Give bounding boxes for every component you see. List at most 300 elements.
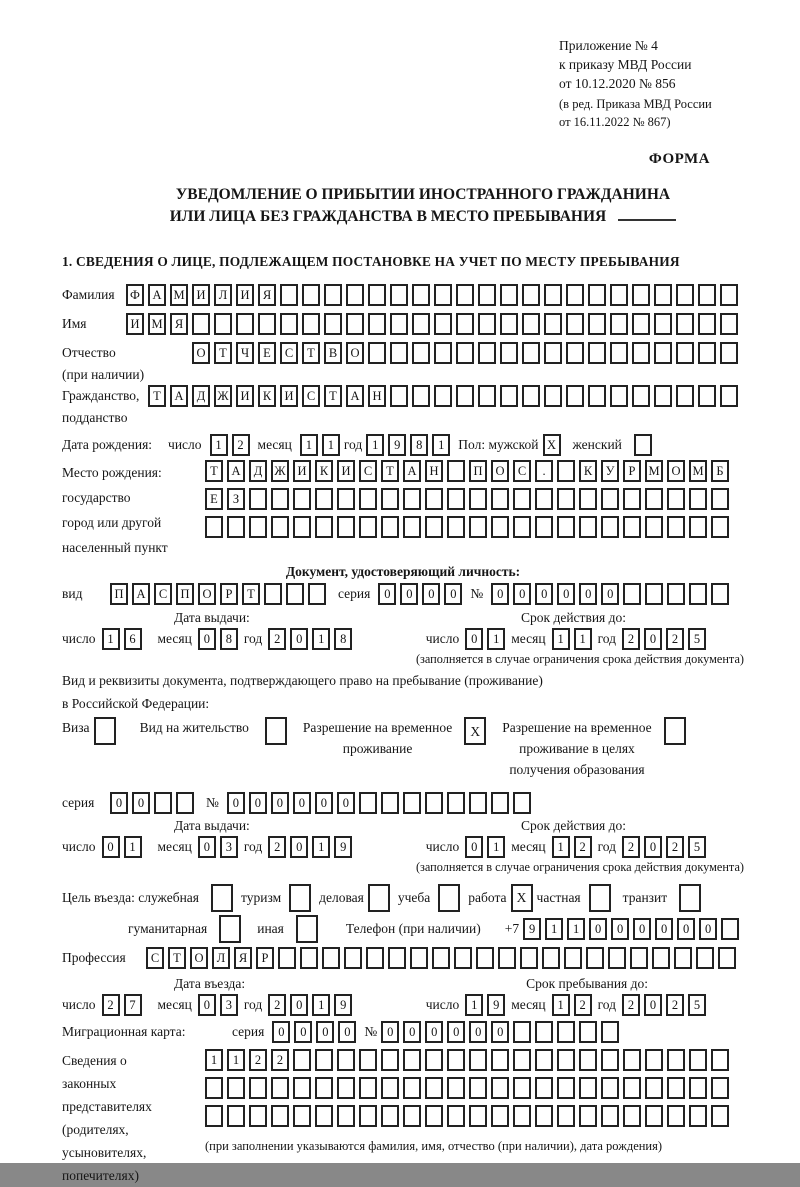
char-cell[interactable] bbox=[249, 516, 267, 538]
char-cell[interactable] bbox=[454, 947, 472, 969]
char-cell[interactable] bbox=[676, 385, 694, 407]
char-cell[interactable] bbox=[478, 284, 496, 306]
char-cell[interactable] bbox=[544, 284, 562, 306]
char-cell[interactable]: 1 bbox=[102, 628, 120, 650]
char-cell[interactable] bbox=[469, 1049, 487, 1071]
char-cell[interactable]: С bbox=[302, 385, 320, 407]
char-cell[interactable]: 0 bbox=[403, 1021, 421, 1043]
char-cell[interactable]: 0 bbox=[400, 583, 418, 605]
char-cell[interactable] bbox=[214, 313, 232, 335]
char-cell[interactable]: 0 bbox=[469, 1021, 487, 1043]
char-cell[interactable] bbox=[249, 1077, 267, 1099]
char-cell[interactable] bbox=[544, 385, 562, 407]
char-cell[interactable]: С bbox=[154, 583, 172, 605]
char-cell[interactable] bbox=[337, 516, 355, 538]
char-cell[interactable] bbox=[211, 884, 233, 912]
char-cell[interactable] bbox=[500, 284, 518, 306]
char-cell[interactable] bbox=[293, 488, 311, 510]
char-cell[interactable] bbox=[610, 385, 628, 407]
char-cell[interactable]: 0 bbox=[601, 583, 619, 605]
char-cell[interactable]: М bbox=[645, 460, 663, 482]
char-cell[interactable]: О bbox=[190, 947, 208, 969]
char-cell[interactable]: 0 bbox=[491, 1021, 509, 1043]
char-cell[interactable] bbox=[286, 583, 304, 605]
char-cell[interactable]: С bbox=[513, 460, 531, 482]
char-cell[interactable] bbox=[645, 1049, 663, 1071]
char-cell[interactable] bbox=[566, 284, 584, 306]
char-cell[interactable]: Я bbox=[234, 947, 252, 969]
char-cell[interactable]: 2 bbox=[271, 1049, 289, 1071]
char-cell[interactable]: 1 bbox=[312, 836, 330, 858]
char-cell[interactable] bbox=[491, 1049, 509, 1071]
char-cell[interactable] bbox=[667, 1049, 685, 1071]
char-cell[interactable]: 0 bbox=[444, 583, 462, 605]
char-cell[interactable] bbox=[359, 488, 377, 510]
char-cell[interactable] bbox=[403, 1105, 421, 1127]
char-cell[interactable] bbox=[315, 516, 333, 538]
char-cell[interactable] bbox=[711, 583, 729, 605]
char-cell[interactable] bbox=[447, 792, 465, 814]
char-cell[interactable] bbox=[589, 884, 611, 912]
char-cell[interactable] bbox=[390, 385, 408, 407]
char-cell[interactable] bbox=[456, 284, 474, 306]
char-cell[interactable]: А bbox=[403, 460, 421, 482]
char-cell[interactable]: 9 bbox=[334, 836, 352, 858]
char-cell[interactable] bbox=[289, 884, 311, 912]
char-cell[interactable]: 1 bbox=[322, 434, 340, 456]
char-cell[interactable] bbox=[601, 1021, 619, 1043]
char-cell[interactable] bbox=[652, 947, 670, 969]
char-cell[interactable] bbox=[346, 284, 364, 306]
char-cell[interactable] bbox=[711, 1049, 729, 1071]
char-cell[interactable]: П bbox=[469, 460, 487, 482]
char-cell[interactable] bbox=[337, 1077, 355, 1099]
char-cell[interactable]: 8 bbox=[220, 628, 238, 650]
char-cell[interactable] bbox=[478, 385, 496, 407]
char-cell[interactable]: С bbox=[359, 460, 377, 482]
char-cell[interactable]: 0 bbox=[557, 583, 575, 605]
char-cell[interactable] bbox=[632, 342, 650, 364]
char-cell[interactable]: И bbox=[126, 313, 144, 335]
char-cell[interactable] bbox=[711, 488, 729, 510]
char-cell[interactable] bbox=[698, 342, 716, 364]
char-cell[interactable] bbox=[403, 1077, 421, 1099]
char-cell[interactable] bbox=[513, 516, 531, 538]
char-cell[interactable]: О bbox=[346, 342, 364, 364]
char-cell[interactable]: 0 bbox=[290, 836, 308, 858]
char-cell[interactable]: З bbox=[227, 488, 245, 510]
char-cell[interactable] bbox=[491, 1077, 509, 1099]
char-cell[interactable] bbox=[359, 516, 377, 538]
char-cell[interactable]: Я bbox=[258, 284, 276, 306]
char-cell[interactable]: И bbox=[280, 385, 298, 407]
char-cell[interactable]: М bbox=[170, 284, 188, 306]
char-cell[interactable] bbox=[711, 1077, 729, 1099]
char-cell[interactable]: И bbox=[236, 284, 254, 306]
char-cell[interactable] bbox=[324, 313, 342, 335]
char-cell[interactable] bbox=[381, 792, 399, 814]
char-cell[interactable]: К bbox=[258, 385, 276, 407]
char-cell[interactable]: 0 bbox=[290, 994, 308, 1016]
char-cell[interactable]: Т bbox=[205, 460, 223, 482]
char-cell[interactable] bbox=[535, 488, 553, 510]
char-cell[interactable]: 0 bbox=[422, 583, 440, 605]
char-cell[interactable]: Ж bbox=[214, 385, 232, 407]
char-cell[interactable]: 0 bbox=[425, 1021, 443, 1043]
char-cell[interactable]: 1 bbox=[205, 1049, 223, 1071]
char-cell[interactable]: 2 bbox=[622, 994, 640, 1016]
char-cell[interactable]: 0 bbox=[644, 628, 662, 650]
char-cell[interactable] bbox=[667, 516, 685, 538]
char-cell[interactable] bbox=[557, 516, 575, 538]
char-cell[interactable]: 1 bbox=[210, 434, 228, 456]
char-cell[interactable] bbox=[403, 1049, 421, 1071]
char-cell[interactable]: 9 bbox=[334, 994, 352, 1016]
char-cell[interactable]: Т bbox=[214, 342, 232, 364]
char-cell[interactable]: Т bbox=[242, 583, 260, 605]
char-cell[interactable]: 1 bbox=[432, 434, 450, 456]
char-cell[interactable]: 0 bbox=[677, 918, 695, 940]
char-cell[interactable] bbox=[720, 313, 738, 335]
char-cell[interactable] bbox=[447, 1049, 465, 1071]
char-cell[interactable] bbox=[676, 342, 694, 364]
char-cell[interactable]: 0 bbox=[271, 792, 289, 814]
char-cell[interactable] bbox=[610, 342, 628, 364]
char-cell[interactable] bbox=[434, 342, 452, 364]
char-cell[interactable] bbox=[588, 284, 606, 306]
char-cell[interactable] bbox=[249, 488, 267, 510]
char-cell[interactable]: 0 bbox=[198, 628, 216, 650]
char-cell[interactable] bbox=[403, 516, 421, 538]
char-cell[interactable]: И bbox=[337, 460, 355, 482]
char-cell[interactable] bbox=[689, 516, 707, 538]
char-cell[interactable]: К bbox=[315, 460, 333, 482]
char-cell[interactable]: 0 bbox=[513, 583, 531, 605]
char-cell[interactable] bbox=[425, 1049, 443, 1071]
char-cell[interactable] bbox=[302, 313, 320, 335]
char-cell[interactable] bbox=[579, 1077, 597, 1099]
char-cell[interactable]: И bbox=[293, 460, 311, 482]
char-cell[interactable] bbox=[664, 717, 686, 745]
char-cell[interactable] bbox=[667, 1105, 685, 1127]
char-cell[interactable]: 0 bbox=[611, 918, 629, 940]
char-cell[interactable]: 0 bbox=[579, 583, 597, 605]
char-cell[interactable] bbox=[674, 947, 692, 969]
char-cell[interactable] bbox=[403, 792, 421, 814]
char-cell[interactable]: 0 bbox=[315, 792, 333, 814]
char-cell[interactable] bbox=[601, 516, 619, 538]
char-cell[interactable]: 2 bbox=[574, 836, 592, 858]
char-cell[interactable] bbox=[366, 947, 384, 969]
char-cell[interactable] bbox=[720, 385, 738, 407]
char-cell[interactable] bbox=[293, 1077, 311, 1099]
char-cell[interactable] bbox=[456, 385, 474, 407]
char-cell[interactable] bbox=[564, 947, 582, 969]
char-cell[interactable]: В bbox=[324, 342, 342, 364]
char-cell[interactable]: 9 bbox=[388, 434, 406, 456]
char-cell[interactable] bbox=[601, 1077, 619, 1099]
char-cell[interactable] bbox=[566, 385, 584, 407]
char-cell[interactable]: 8 bbox=[410, 434, 428, 456]
char-cell[interactable]: 1 bbox=[312, 628, 330, 650]
char-cell[interactable] bbox=[588, 385, 606, 407]
char-cell[interactable] bbox=[557, 1077, 575, 1099]
char-cell[interactable] bbox=[698, 385, 716, 407]
char-cell[interactable] bbox=[94, 717, 116, 745]
char-cell[interactable]: 1 bbox=[487, 628, 505, 650]
char-cell[interactable] bbox=[205, 516, 223, 538]
char-cell[interactable]: 1 bbox=[567, 918, 585, 940]
char-cell[interactable]: 1 bbox=[574, 628, 592, 650]
char-cell[interactable] bbox=[447, 460, 465, 482]
char-cell[interactable]: 1 bbox=[552, 994, 570, 1016]
char-cell[interactable] bbox=[491, 488, 509, 510]
char-cell[interactable]: 0 bbox=[316, 1021, 334, 1043]
char-cell[interactable]: 0 bbox=[338, 1021, 356, 1043]
char-cell[interactable] bbox=[271, 516, 289, 538]
char-cell[interactable] bbox=[522, 385, 540, 407]
char-cell[interactable] bbox=[623, 516, 641, 538]
char-cell[interactable] bbox=[412, 342, 430, 364]
char-cell[interactable]: А bbox=[132, 583, 150, 605]
char-cell[interactable] bbox=[676, 313, 694, 335]
char-cell[interactable] bbox=[601, 488, 619, 510]
char-cell[interactable] bbox=[476, 947, 494, 969]
char-cell[interactable] bbox=[280, 284, 298, 306]
char-cell[interactable] bbox=[654, 342, 672, 364]
char-cell[interactable] bbox=[632, 284, 650, 306]
char-cell[interactable] bbox=[359, 1049, 377, 1071]
char-cell[interactable]: 2 bbox=[232, 434, 250, 456]
char-cell[interactable] bbox=[601, 1105, 619, 1127]
char-cell[interactable] bbox=[434, 385, 452, 407]
char-cell[interactable] bbox=[456, 313, 474, 335]
char-cell[interactable] bbox=[557, 460, 575, 482]
char-cell[interactable] bbox=[412, 313, 430, 335]
char-cell[interactable]: 0 bbox=[293, 792, 311, 814]
char-cell[interactable] bbox=[344, 947, 362, 969]
char-cell[interactable]: 2 bbox=[268, 836, 286, 858]
char-cell[interactable] bbox=[491, 792, 509, 814]
char-cell[interactable] bbox=[271, 1105, 289, 1127]
char-cell[interactable] bbox=[478, 342, 496, 364]
char-cell[interactable] bbox=[469, 516, 487, 538]
char-cell[interactable] bbox=[535, 516, 553, 538]
char-cell[interactable] bbox=[645, 1105, 663, 1127]
char-cell[interactable]: 0 bbox=[589, 918, 607, 940]
char-cell[interactable]: 2 bbox=[102, 994, 120, 1016]
char-cell[interactable]: К bbox=[579, 460, 597, 482]
char-cell[interactable]: 0 bbox=[272, 1021, 290, 1043]
char-cell[interactable]: 0 bbox=[198, 836, 216, 858]
char-cell[interactable] bbox=[368, 342, 386, 364]
char-cell[interactable]: О bbox=[192, 342, 210, 364]
char-cell[interactable] bbox=[522, 284, 540, 306]
char-cell[interactable]: 0 bbox=[198, 994, 216, 1016]
char-cell[interactable]: 2 bbox=[574, 994, 592, 1016]
char-cell[interactable] bbox=[557, 1021, 575, 1043]
char-cell[interactable] bbox=[667, 488, 685, 510]
char-cell[interactable]: И bbox=[192, 284, 210, 306]
char-cell[interactable] bbox=[557, 1049, 575, 1071]
char-cell[interactable]: 0 bbox=[655, 918, 673, 940]
char-cell[interactable] bbox=[689, 583, 707, 605]
char-cell[interactable]: А bbox=[170, 385, 188, 407]
char-cell[interactable] bbox=[676, 284, 694, 306]
char-cell[interactable] bbox=[308, 583, 326, 605]
char-cell[interactable] bbox=[192, 313, 210, 335]
char-cell[interactable]: 1 bbox=[124, 836, 142, 858]
char-cell[interactable]: 1 bbox=[312, 994, 330, 1016]
char-cell[interactable] bbox=[271, 488, 289, 510]
char-cell[interactable] bbox=[324, 284, 342, 306]
char-cell[interactable] bbox=[293, 516, 311, 538]
char-cell[interactable] bbox=[634, 434, 652, 456]
char-cell[interactable]: А bbox=[346, 385, 364, 407]
char-cell[interactable] bbox=[469, 792, 487, 814]
char-cell[interactable] bbox=[447, 516, 465, 538]
char-cell[interactable]: М bbox=[148, 313, 166, 335]
char-cell[interactable]: М bbox=[689, 460, 707, 482]
char-cell[interactable] bbox=[632, 385, 650, 407]
char-cell[interactable]: 9 bbox=[523, 918, 541, 940]
char-cell[interactable]: 2 bbox=[622, 836, 640, 858]
char-cell[interactable] bbox=[410, 947, 428, 969]
char-cell[interactable]: Д bbox=[249, 460, 267, 482]
char-cell[interactable] bbox=[425, 1105, 443, 1127]
char-cell[interactable] bbox=[610, 313, 628, 335]
char-cell[interactable]: 1 bbox=[552, 628, 570, 650]
char-cell[interactable] bbox=[359, 792, 377, 814]
char-cell[interactable] bbox=[586, 947, 604, 969]
char-cell[interactable] bbox=[720, 284, 738, 306]
char-cell[interactable] bbox=[346, 313, 364, 335]
char-cell[interactable]: Ж bbox=[271, 460, 289, 482]
char-cell[interactable] bbox=[610, 284, 628, 306]
char-cell[interactable]: Б bbox=[711, 460, 729, 482]
char-cell[interactable] bbox=[425, 488, 443, 510]
char-cell[interactable] bbox=[630, 947, 648, 969]
char-cell[interactable] bbox=[711, 1105, 729, 1127]
char-cell[interactable] bbox=[227, 1077, 245, 1099]
char-cell[interactable]: 0 bbox=[491, 583, 509, 605]
char-cell[interactable]: 3 bbox=[220, 836, 238, 858]
char-cell[interactable] bbox=[280, 313, 298, 335]
char-cell[interactable]: О bbox=[198, 583, 216, 605]
char-cell[interactable] bbox=[513, 1105, 531, 1127]
char-cell[interactable] bbox=[249, 1105, 267, 1127]
char-cell[interactable] bbox=[388, 947, 406, 969]
char-cell[interactable] bbox=[579, 1021, 597, 1043]
char-cell[interactable] bbox=[698, 313, 716, 335]
char-cell[interactable]: 0 bbox=[294, 1021, 312, 1043]
char-cell[interactable] bbox=[491, 516, 509, 538]
char-cell[interactable] bbox=[469, 1077, 487, 1099]
char-cell[interactable] bbox=[434, 313, 452, 335]
char-cell[interactable]: 1 bbox=[545, 918, 563, 940]
char-cell[interactable] bbox=[302, 284, 320, 306]
char-cell[interactable] bbox=[337, 1049, 355, 1071]
char-cell[interactable] bbox=[544, 342, 562, 364]
char-cell[interactable] bbox=[368, 884, 390, 912]
char-cell[interactable] bbox=[557, 1105, 575, 1127]
char-cell[interactable] bbox=[667, 1077, 685, 1099]
char-cell[interactable]: 0 bbox=[465, 836, 483, 858]
char-cell[interactable] bbox=[654, 284, 672, 306]
char-cell[interactable] bbox=[236, 313, 254, 335]
char-cell[interactable] bbox=[718, 947, 736, 969]
char-cell[interactable] bbox=[447, 488, 465, 510]
char-cell[interactable] bbox=[498, 947, 516, 969]
char-cell[interactable] bbox=[720, 342, 738, 364]
char-cell[interactable] bbox=[623, 1049, 641, 1071]
char-cell[interactable]: 7 bbox=[124, 994, 142, 1016]
char-cell[interactable] bbox=[432, 947, 450, 969]
char-cell[interactable]: Н bbox=[425, 460, 443, 482]
char-cell[interactable] bbox=[500, 342, 518, 364]
char-cell[interactable]: Р bbox=[623, 460, 641, 482]
char-cell[interactable] bbox=[434, 284, 452, 306]
char-cell[interactable]: 1 bbox=[366, 434, 384, 456]
char-cell[interactable] bbox=[689, 1049, 707, 1071]
char-cell[interactable]: 2 bbox=[666, 836, 684, 858]
char-cell[interactable] bbox=[623, 583, 641, 605]
char-cell[interactable] bbox=[176, 792, 194, 814]
char-cell[interactable] bbox=[438, 884, 460, 912]
char-cell[interactable] bbox=[381, 488, 399, 510]
char-cell[interactable] bbox=[264, 583, 282, 605]
char-cell[interactable] bbox=[689, 1077, 707, 1099]
char-cell[interactable]: . bbox=[535, 460, 553, 482]
char-cell[interactable] bbox=[412, 385, 430, 407]
char-cell[interactable] bbox=[535, 1049, 553, 1071]
char-cell[interactable]: 0 bbox=[110, 792, 128, 814]
char-cell[interactable] bbox=[623, 1077, 641, 1099]
char-cell[interactable] bbox=[337, 1105, 355, 1127]
char-cell[interactable]: И bbox=[236, 385, 254, 407]
char-cell[interactable]: Т bbox=[381, 460, 399, 482]
char-cell[interactable] bbox=[645, 488, 663, 510]
char-cell[interactable] bbox=[645, 516, 663, 538]
char-cell[interactable] bbox=[315, 1105, 333, 1127]
char-cell[interactable]: 0 bbox=[378, 583, 396, 605]
char-cell[interactable] bbox=[447, 1105, 465, 1127]
char-cell[interactable]: 0 bbox=[227, 792, 245, 814]
char-cell[interactable] bbox=[522, 313, 540, 335]
char-cell[interactable] bbox=[381, 1049, 399, 1071]
char-cell[interactable] bbox=[403, 488, 421, 510]
char-cell[interactable]: О bbox=[667, 460, 685, 482]
char-cell[interactable] bbox=[322, 947, 340, 969]
char-cell[interactable]: Л bbox=[214, 284, 232, 306]
char-cell[interactable]: А bbox=[227, 460, 245, 482]
char-cell[interactable] bbox=[679, 884, 701, 912]
char-cell[interactable]: Я bbox=[170, 313, 188, 335]
char-cell[interactable]: 0 bbox=[644, 994, 662, 1016]
char-cell[interactable] bbox=[390, 284, 408, 306]
char-cell[interactable] bbox=[667, 583, 685, 605]
char-cell[interactable]: 0 bbox=[465, 628, 483, 650]
char-cell[interactable]: Д bbox=[192, 385, 210, 407]
char-cell[interactable]: 0 bbox=[249, 792, 267, 814]
char-cell[interactable] bbox=[623, 1105, 641, 1127]
char-cell[interactable] bbox=[293, 1105, 311, 1127]
char-cell[interactable] bbox=[579, 488, 597, 510]
char-cell[interactable]: Т bbox=[302, 342, 320, 364]
char-cell[interactable] bbox=[579, 516, 597, 538]
char-cell[interactable] bbox=[315, 488, 333, 510]
char-cell[interactable] bbox=[227, 516, 245, 538]
